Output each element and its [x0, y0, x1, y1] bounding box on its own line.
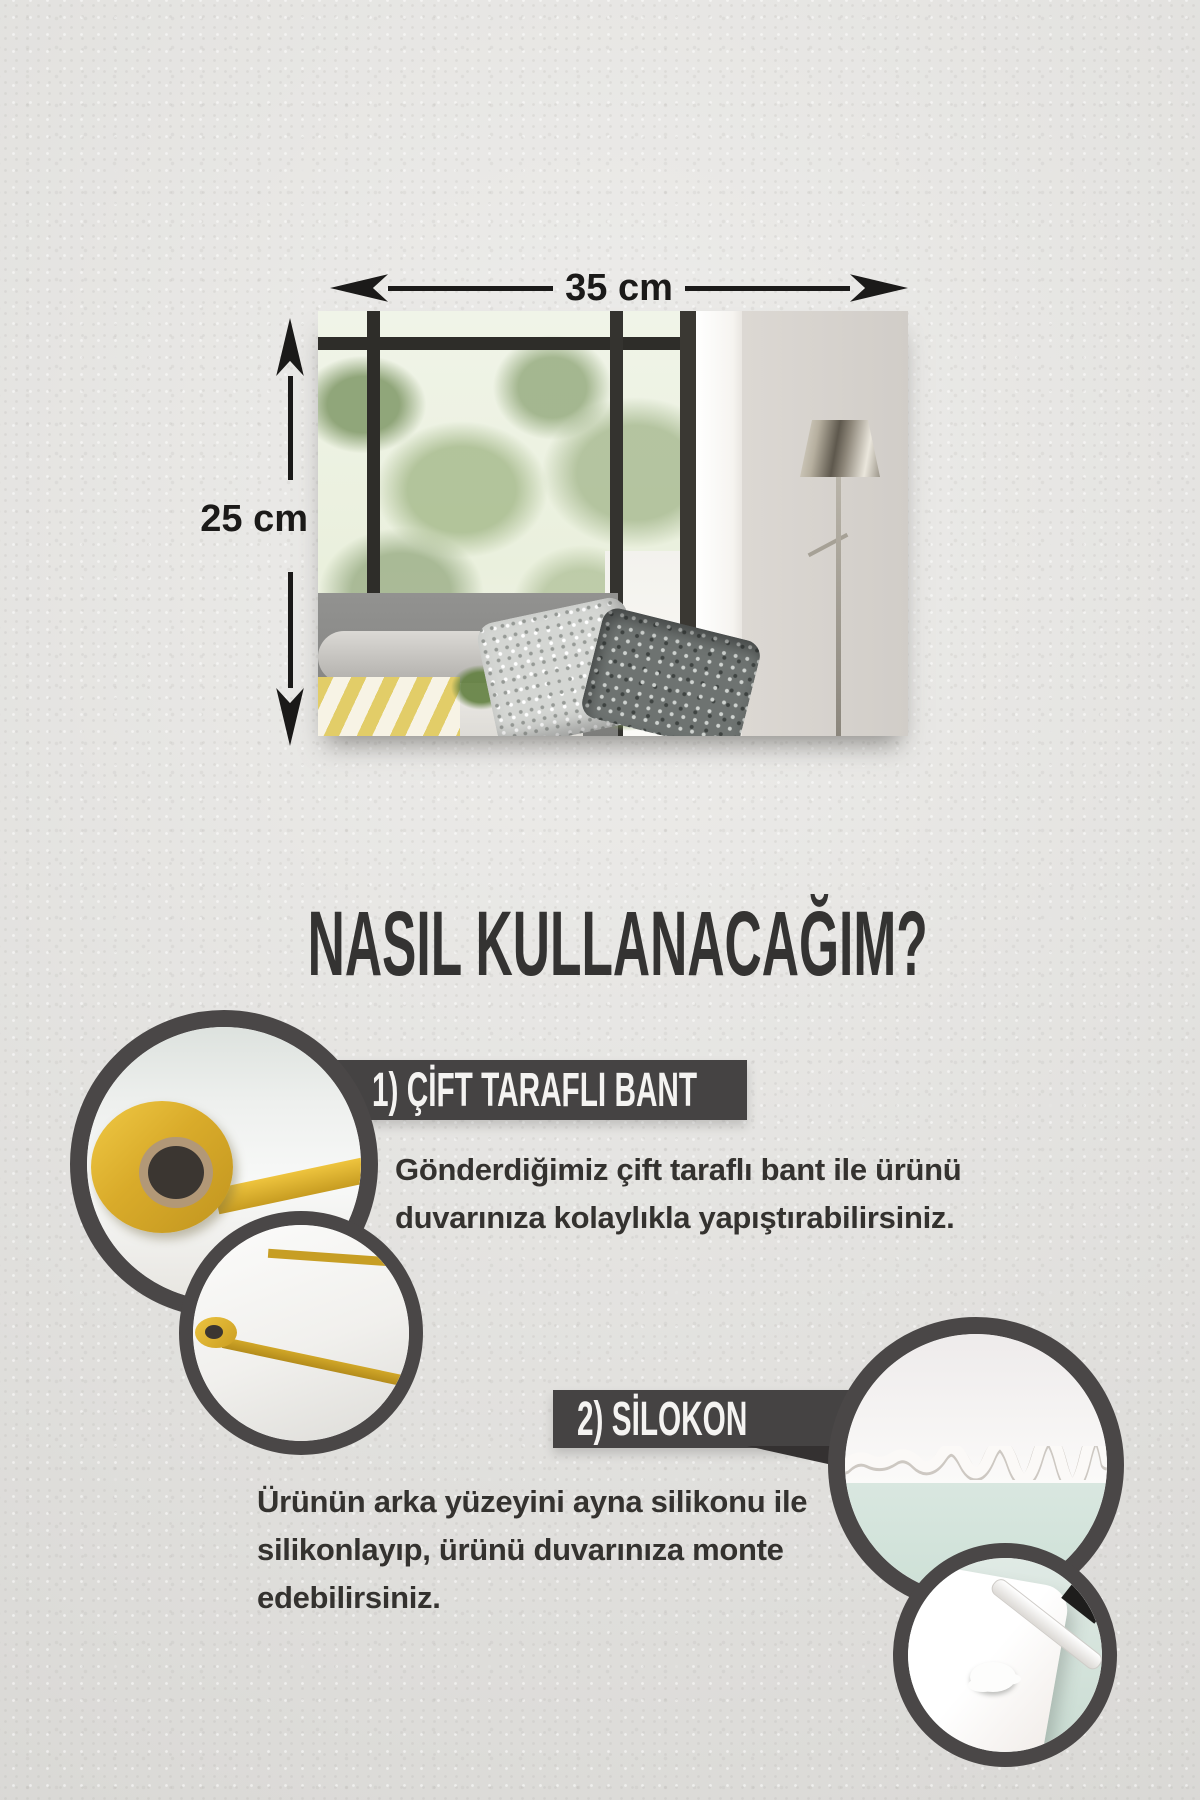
arrow-up-icon	[275, 318, 305, 376]
tape-roll-end	[195, 1317, 237, 1348]
tape-roll-core	[139, 1137, 213, 1208]
dimension-line	[288, 376, 293, 480]
tape-roll-core	[205, 1325, 223, 1339]
step1-description: Gönderdiğimiz çift taraflı bant ile ürünü duvarınıza kolaylıkla yapıştırabilirsiniz.	[395, 1152, 962, 1235]
step1-label: 1) ÇİFT TARAFLI BANT	[372, 1063, 698, 1117]
step2-label: 2) SİLOKON	[577, 1392, 748, 1446]
tape-roll	[91, 1101, 233, 1233]
page-title	[18, 893, 1200, 995]
dimension-line	[288, 572, 293, 688]
floor-lamp-shade	[800, 420, 880, 477]
silicone-blob	[970, 1662, 1016, 1692]
arrow-left-icon	[330, 273, 388, 303]
silicone-bead	[845, 1446, 1107, 1480]
arrow-down-icon	[275, 688, 305, 746]
tape-strip	[222, 1337, 409, 1387]
tape-strip	[214, 1158, 361, 1215]
height-dimension-label: 25 cm	[200, 498, 308, 540]
width-dimension-label: 35 cm	[565, 266, 673, 309]
dimension-line	[685, 286, 850, 291]
step2-description: Ürünün arka yüzeyini ayna silikonu ile silikonlayıp, ürünü duvarınıza monte edebilirsiniz.	[257, 1484, 808, 1615]
silicone-gun-photo	[908, 1558, 1102, 1752]
tape-applied-photo	[193, 1225, 409, 1441]
floor-lamp-stem	[836, 477, 841, 736]
dimension-line	[388, 286, 553, 291]
product-photo	[318, 311, 908, 736]
arrow-right-icon	[850, 273, 908, 303]
mirror-back-panel	[908, 1558, 1071, 1752]
tape-applied-photo-circle	[179, 1211, 423, 1455]
wall	[742, 311, 908, 736]
silicone-gun-photo-circle	[893, 1543, 1117, 1767]
page-title-text: NASIL KULLANACAĞIM?	[307, 893, 929, 995]
tape-strip	[268, 1249, 390, 1266]
width-dimension-annotation	[330, 266, 908, 310]
